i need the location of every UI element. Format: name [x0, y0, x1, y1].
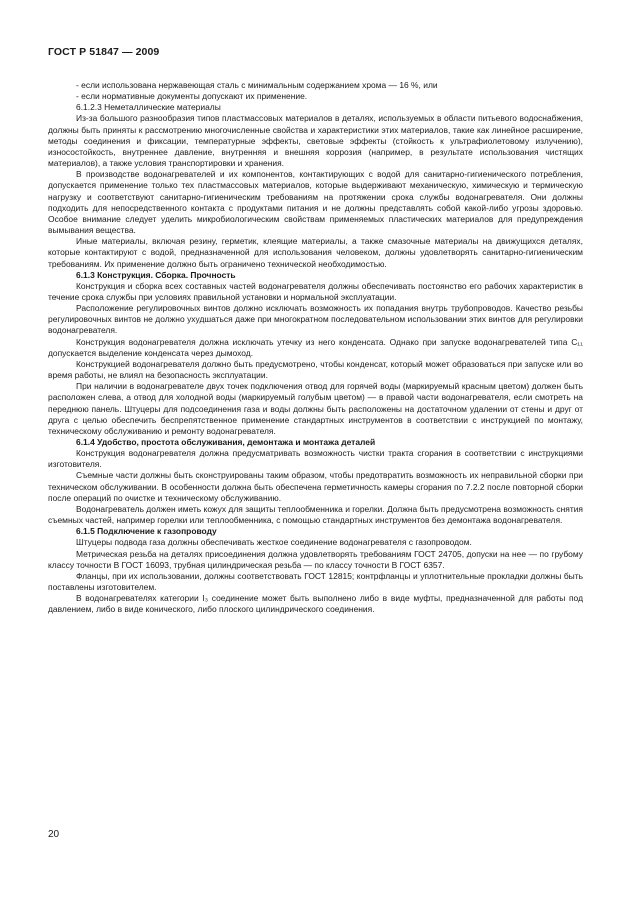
paragraph: Из-за большого разнообразия типов пластмассовых материалов в деталях, используемых в области питьевого водоснабжения, должны быть приняты к рассмотрению многочисленные свойства и характеристики этих материалов, такие как линейное расширение, методы соединения и фиксации, температурные эффекты, световые эффекты (стойкость к ультрафиолетовому излучению), износостойкость, внутреннее давление, внутренняя и внешняя коррозия (например, в результате использования чистящих материалов), а также условия транспортировки и хранения. [48, 113, 583, 169]
list-item: - если нормативные документы допускают их применение. [76, 91, 308, 102]
section-heading: 6.1.2.3 Неметаллические материалы [76, 102, 221, 113]
paragraph: Расположение регулировочных винтов должно исключать возможность их попадания внутрь трубопроводов. Качество резьбы регулировочных винтов не должно ухудшаться даже при многократном последовательном использовании этих винтов для регулировки водонагревателя. [48, 303, 583, 336]
paragraph: Конструкция водонагревателя должна исключать утечку из него конденсата. Однако при запуске водонагревателей типа C₁₁ допускается выделение конденсата через дымоход. [48, 336, 583, 358]
paragraph: Конструкция водонагревателя должна предусматривать возможность чистки тракта сгорания в соответствии с инструкциями изготовителя. [48, 448, 583, 470]
section-heading: 6.1.4 Удобство, простота обслуживания, демонтажа и монтажа деталей [76, 437, 376, 447]
paragraph: Съемные части должны быть сконструированы таким образом, чтобы предотвратить возможность их неправильной сборки при техническом обслуживании. В особенности должна быть обеспечена герметичность камеры сгорания по 7.2.2 после повторной сборки после операций по очистке и техническому обслуживанию. [48, 470, 583, 503]
paragraph: При наличии в водонагревателе двух точек подключения отвод для горячей воды (маркируемый красным цветом) должен быть расположен слева, а отвод для холодной воды (маркируемый голубым цветом) — в правой части водонагревателя, если смотреть на переднюю панель. Штуцеры для подсоединения газа и воды должны быть расположены на достаточном удалении от стены и друг от друга с целью обеспечить беспрепятственное применение стандартных инструментов в соответствии с инструкцией по монтажу, техническому обслуживанию и ремонту водонагревателя. [48, 381, 583, 436]
paragraph: В производстве водонагревателей и их компонентов, контактирующих с водой для санитарно-гигиенического потребления, допускается применение только тех пластмассовых материалов, которые выдерживают механическую, химическую и термическую нагрузку и соответствуют санитарно-гигиеническим требованиям на протяжении срока службы водонагревателя. Они должны подходить для непосредственного контакта с продуктами питания и не должны представлять собой какой-либо угрозы здоровью. Особое внимание следует уделить микробиологическим свойствам применяемых пластических материалов для предупреждения вымывания вещества. [48, 169, 583, 236]
paragraph: Конструкцией водонагревателя должно быть предусмотрено, чтобы конденсат, который может образоваться при запуске или во время работы, не влиял на безопасность эксплуатации. [48, 358, 583, 381]
paragraph: Водонагреватель должен иметь кожух для защиты теплообменника и горелки. Должна быть предусмотрена возможность снятия съемных частей, например горелки или теплообменника, с помощью стандартных инструментов без демонтажа водонагревателя. [48, 503, 584, 526]
paragraph: Иные материалы, включая резину, герметик, клеящие материалы, а также смазочные материалы на движущихся деталях, которые контактируют с водой, предназначенной для использования человеком, должны удовлетворять санитарно-гигиеническим требованиям. Их применение должно быть ограничено технической необходимостью. [48, 236, 583, 269]
page-number: 20 [48, 829, 60, 840]
document-header: ГОСТ Р 51847 — 2009 [48, 46, 160, 58]
paragraph: Конструкция и сборка всех составных частей водонагревателя должны обеспечивать постоянство его рабочих характеристик в течение срока службы при условиях правильной установки и нормальной эксплуатации. [48, 280, 583, 302]
section-heading: 6.1.5 Подключение к газопроводу [76, 526, 217, 537]
list-item: - если использована нержавеющая сталь с минимальным содержанием хрома — 16 %, или [76, 80, 438, 90]
paragraph: В водонагревателях категории I₃ соединение может быть выполнено либо в виде муфты, предназначенной для работы под давлением, либо в виде конического, либо плоского цилиндрического соединения. [48, 593, 583, 615]
paragraph: Фланцы, при их использовании, должны соответствовать ГОСТ 12815; контрфланцы и уплотнительные прокладки должны быть поставлены изготовителем. [48, 570, 583, 593]
section-heading: 6.1.3 Конструкция. Сборка. Прочность [76, 269, 236, 280]
paragraph: Метрическая резьба на деталях присоединения должна удовлетворять требованиям ГОСТ 24705, допуски на нее — по грубому классу точности В ГОСТ 16093, трубная цилиндрическая резьба — по классу точности В ГОСТ 6357. [48, 548, 583, 570]
document-body [48, 80, 583, 616]
paragraph: Штуцеры подвода газа должны обеспечивать жесткое соединение водонагревателя с газопроводом. [76, 537, 472, 548]
